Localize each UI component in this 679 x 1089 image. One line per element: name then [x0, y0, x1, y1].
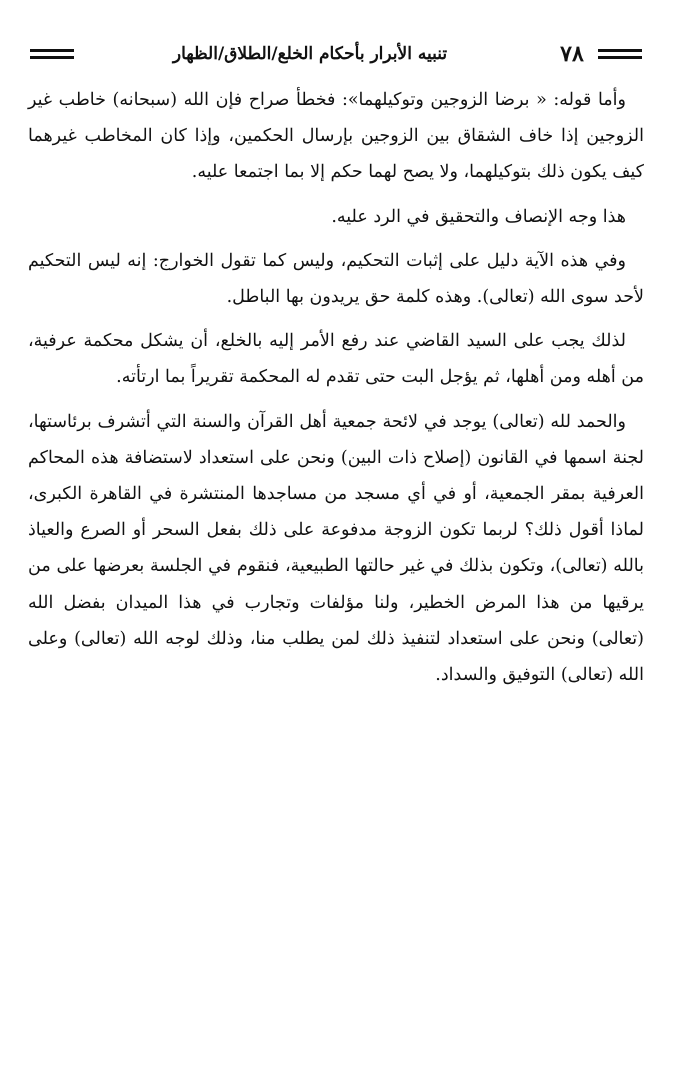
running-header — [30, 36, 642, 72]
header-rule-right — [598, 49, 642, 59]
header-title: تنبيه الأبرار بأحكام الخلع/الطلاق/الظهار — [172, 44, 448, 64]
paragraph: لذلك يجب على السيد القاضي عند رفع الأمر إليه بالخلع، أن يشكل محكمة عرفية، من أهله ومن أهلها، ثم يؤجل البت حتى تقدم له المحكمة تقريراً بما ارتأته. — [28, 331, 644, 388]
paragraph: والحمد لله (تعالى) يوجد في لائحة جمعية أهل القرآن والسنة التي أتشرف برئاستها، لجنة اسمها في القانون (إصلاح ذات البين) ونحن على استعداد لاستضافة هذه المحاكم العرفية بمقر الجمعية، أو في أي مسجد من مساجدها المنتشرة في القاهرة الكبرى، لماذا أقول ذلك؟ لربما تكون الزوجة مدفوعة على ذلك بفعل السحر أو الصرع والعياذ بالله (تعالى)، وتكون بذلك في غير حالتها الطبيعية، فنقوم في الجلسة بعرضها على من يرقيها من هذا المرض الخطير، ولنا مؤلفات وتجارب في هذا الميدان بفضل الله (تعالى) ونحن على استعداد لتنفيذ ذلك لمن يطلب منا، وذلك لوجه الله (تعالى) وعلى الله (تعالى) التوفيق والسداد. — [28, 411, 644, 686]
paragraph: هذا وجه الإنصاف والتحقيق في الرد عليه. — [331, 206, 626, 227]
paragraph: وفي هذه الآية دليل على إثبات التحكيم، وليس كما تقول الخوارج: إنه ليس التحكيم لأحد سوى الله (تعالى). وهذه كلمة حق يريدون بها الباطل. — [28, 250, 644, 308]
page-number: ٧٨ — [560, 41, 584, 67]
body-text — [28, 82, 644, 701]
header-rule-left — [30, 49, 74, 59]
paragraph: وأما قوله: « برضا الزوجين وتوكيلهما»: فخطأ صراح فإن الله (سبحانه) خاطب غير الزوجين إذا خاف الشقاق بين الزوجين بإرسال الحكمين، وإذا كان المخاطب غيرهما كيف يكون ذلك بتوكيلهما، ولا يصح لهما حكم إلا بما اجتمعا عليه. — [28, 90, 644, 183]
